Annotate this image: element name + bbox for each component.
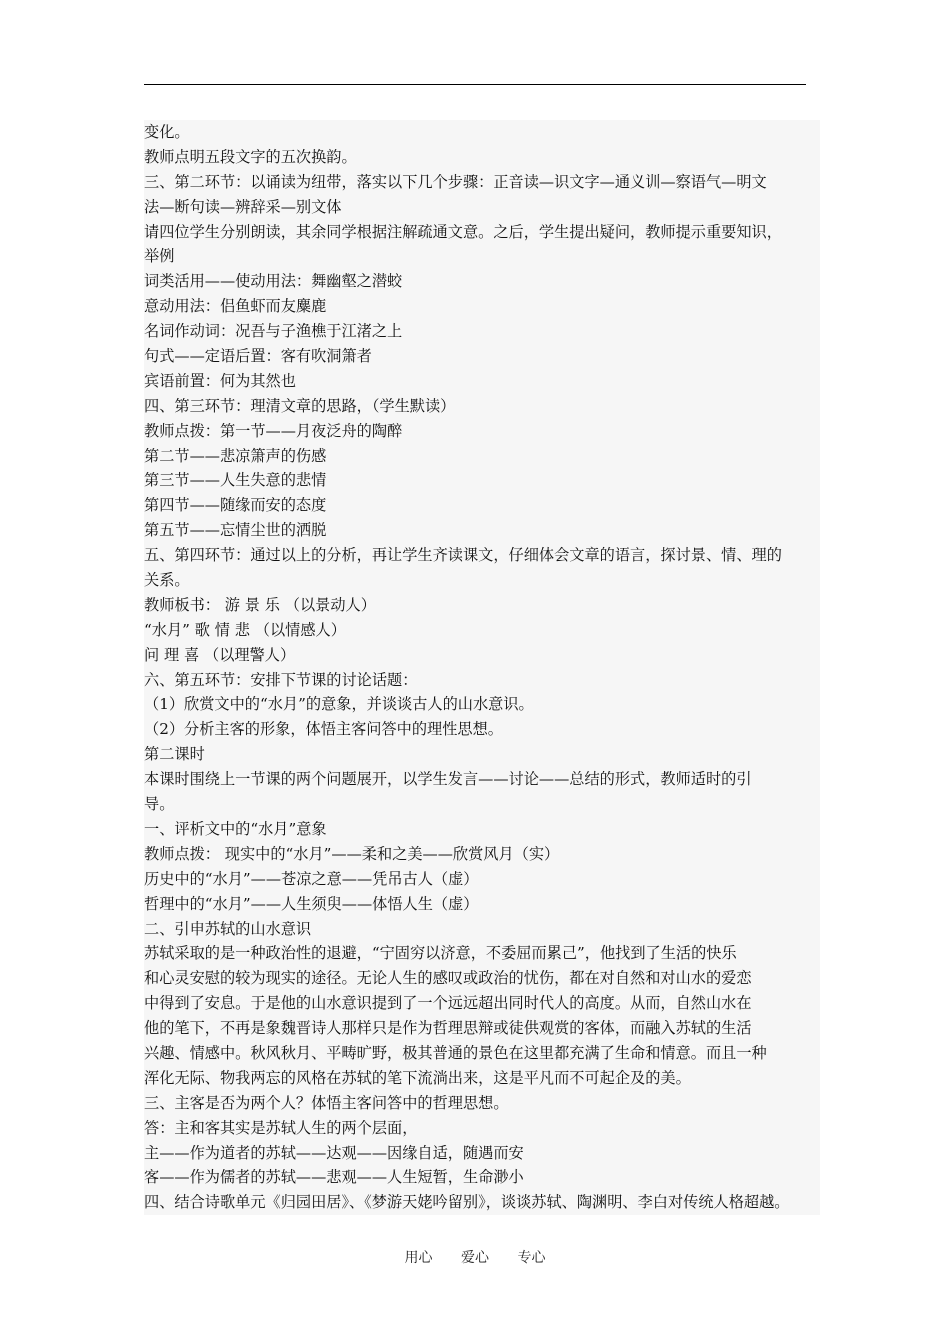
text-line: 第三节——人生失意的悲情 — [144, 471, 327, 490]
text-line: 浑化无际、物我两忘的风格在苏轼的笔下流淌出来，这是平凡而不可起企及的美。 — [144, 1068, 691, 1087]
text-line: 中得到了安息。于是他的山水意识提到了一个远远超出同时代人的高度。从而，自然山水在 — [144, 994, 752, 1013]
text-line: 四、结合诗歌单元《归园田居》、《梦游天姥吟留别》，谈谈苏轼、陶渊明、李白对传统人格超越。 — [144, 1193, 790, 1212]
text-line: 宾语前置：何为其然也 — [144, 371, 296, 390]
text-line: 客——作为儒者的苏轼——悲观——人生短暂，生命渺小 — [144, 1168, 524, 1187]
text-line: 教师板书： 游 景 乐 （以景动人） — [144, 595, 376, 614]
text-line: 词类活用——使动用法：舞幽壑之潜蛟 — [144, 272, 403, 291]
text-line: 举例 — [144, 247, 175, 266]
text-line: 教师点拨：第一节——月夜泛舟的陶醉 — [144, 421, 403, 440]
text-line: 名词作动词：况吾与子渔樵于江渚之上 — [144, 322, 403, 341]
text-line: 本课时围绕上一节课的两个问题展开，以学生发言——讨论——总结的形式，教师适时的引 — [144, 770, 752, 789]
text-line: 三、第二环节：以诵读为纽带，落实以下几个步骤：正音读—识文字—通义训—察语气—明文 — [144, 172, 767, 191]
text-line: 第二节——悲凉箫声的伤感 — [144, 446, 327, 465]
text-line: 教师点明五段文字的五次换韵。 — [144, 147, 357, 166]
footer-word-2: 爱心 — [461, 1250, 489, 1266]
text-line: 第五节——忘情尘世的洒脱 — [144, 521, 327, 540]
footer-word-3: 专心 — [517, 1250, 546, 1266]
text-line: 主——作为道者的苏轼——达观——因缘自适，随遇而安 — [144, 1143, 524, 1162]
text-line: 苏轼采取的是一种政治性的退避，“宁固穷以济意，不委屈而累己”，他找到了生活的快乐 — [144, 944, 737, 963]
text-line: 三、主客是否为两个人？体悟主客问答中的哲理思想。 — [144, 1093, 509, 1112]
document-body — [144, 120, 820, 1215]
text-line: 和心灵安慰的较为现实的途径。无论人生的感叹或政治的忧伤，都在对自然和对山水的爱恋 — [144, 969, 752, 988]
text-line: 答：主和客其实是苏轼人生的两个层面， — [144, 1118, 418, 1137]
text-line: 五、第四环节：通过以上的分析，再让学生齐读课文，仔细体会文章的语言，探讨景、情、理的 — [144, 546, 782, 565]
text-line: 他的笔下，不再是象魏晋诗人那样只是作为哲理思辩或徒供观赏的客体，而融入苏轼的生活 — [144, 1019, 752, 1038]
text-line: 二、引申苏轼的山水意识 — [144, 919, 312, 938]
text-line: 关系。 — [144, 571, 190, 590]
page-footer — [0, 1247, 950, 1267]
text-line: 第二课时 — [144, 745, 205, 764]
text-line: （2）分析主客的形象，体悟主客问答中的理性思想。 — [144, 720, 503, 739]
text-line: 四、第三环节：理清文章的思路，（学生默读） — [144, 396, 456, 415]
text-line: 句式——定语后置：客有吹洞箫者 — [144, 347, 372, 366]
text-line: “水月” 歌 情 悲 （以情感人） — [144, 620, 346, 639]
text-line: （1）欣赏文中的“水月”的意象，并谈谈古人的山水意识。 — [144, 695, 534, 714]
text-line: 历史中的“水月”——苍凉之意——凭吊古人（虚） — [144, 869, 479, 888]
text-line: 兴趣、情感中。秋风秋月、平畴旷野，极其普通的景色在这里都充满了生命和情意。而且一种 — [144, 1043, 767, 1062]
footer-word-1: 用心 — [404, 1250, 433, 1266]
text-line: 导。 — [144, 795, 175, 814]
header-rule — [144, 84, 806, 85]
text-line: 问 理 喜 （以理警人） — [144, 645, 296, 664]
text-line: 第四节——随缘而安的态度 — [144, 496, 327, 515]
text-line: 教师点拨： 现实中的“水月”——柔和之美——欣赏风月（实） — [144, 844, 560, 863]
text-line: 请四位学生分别朗读，其余同学根据注解疏通文意。之后，学生提出疑问，教师提示重要知识， — [144, 222, 782, 241]
text-line: 意动用法：侣鱼虾而友麋鹿 — [144, 297, 327, 316]
text-line: 变化。 — [144, 123, 190, 141]
text-line: 一、评析文中的“水月”意象 — [144, 819, 327, 838]
text-line: 法—断句读—辨辞采—别文体 — [144, 197, 342, 216]
text-line: 哲理中的“水月”——人生须臾——体悟人生（虚） — [144, 894, 479, 913]
text-line: 六、第五环节：安排下节课的讨论话题： — [144, 670, 418, 689]
